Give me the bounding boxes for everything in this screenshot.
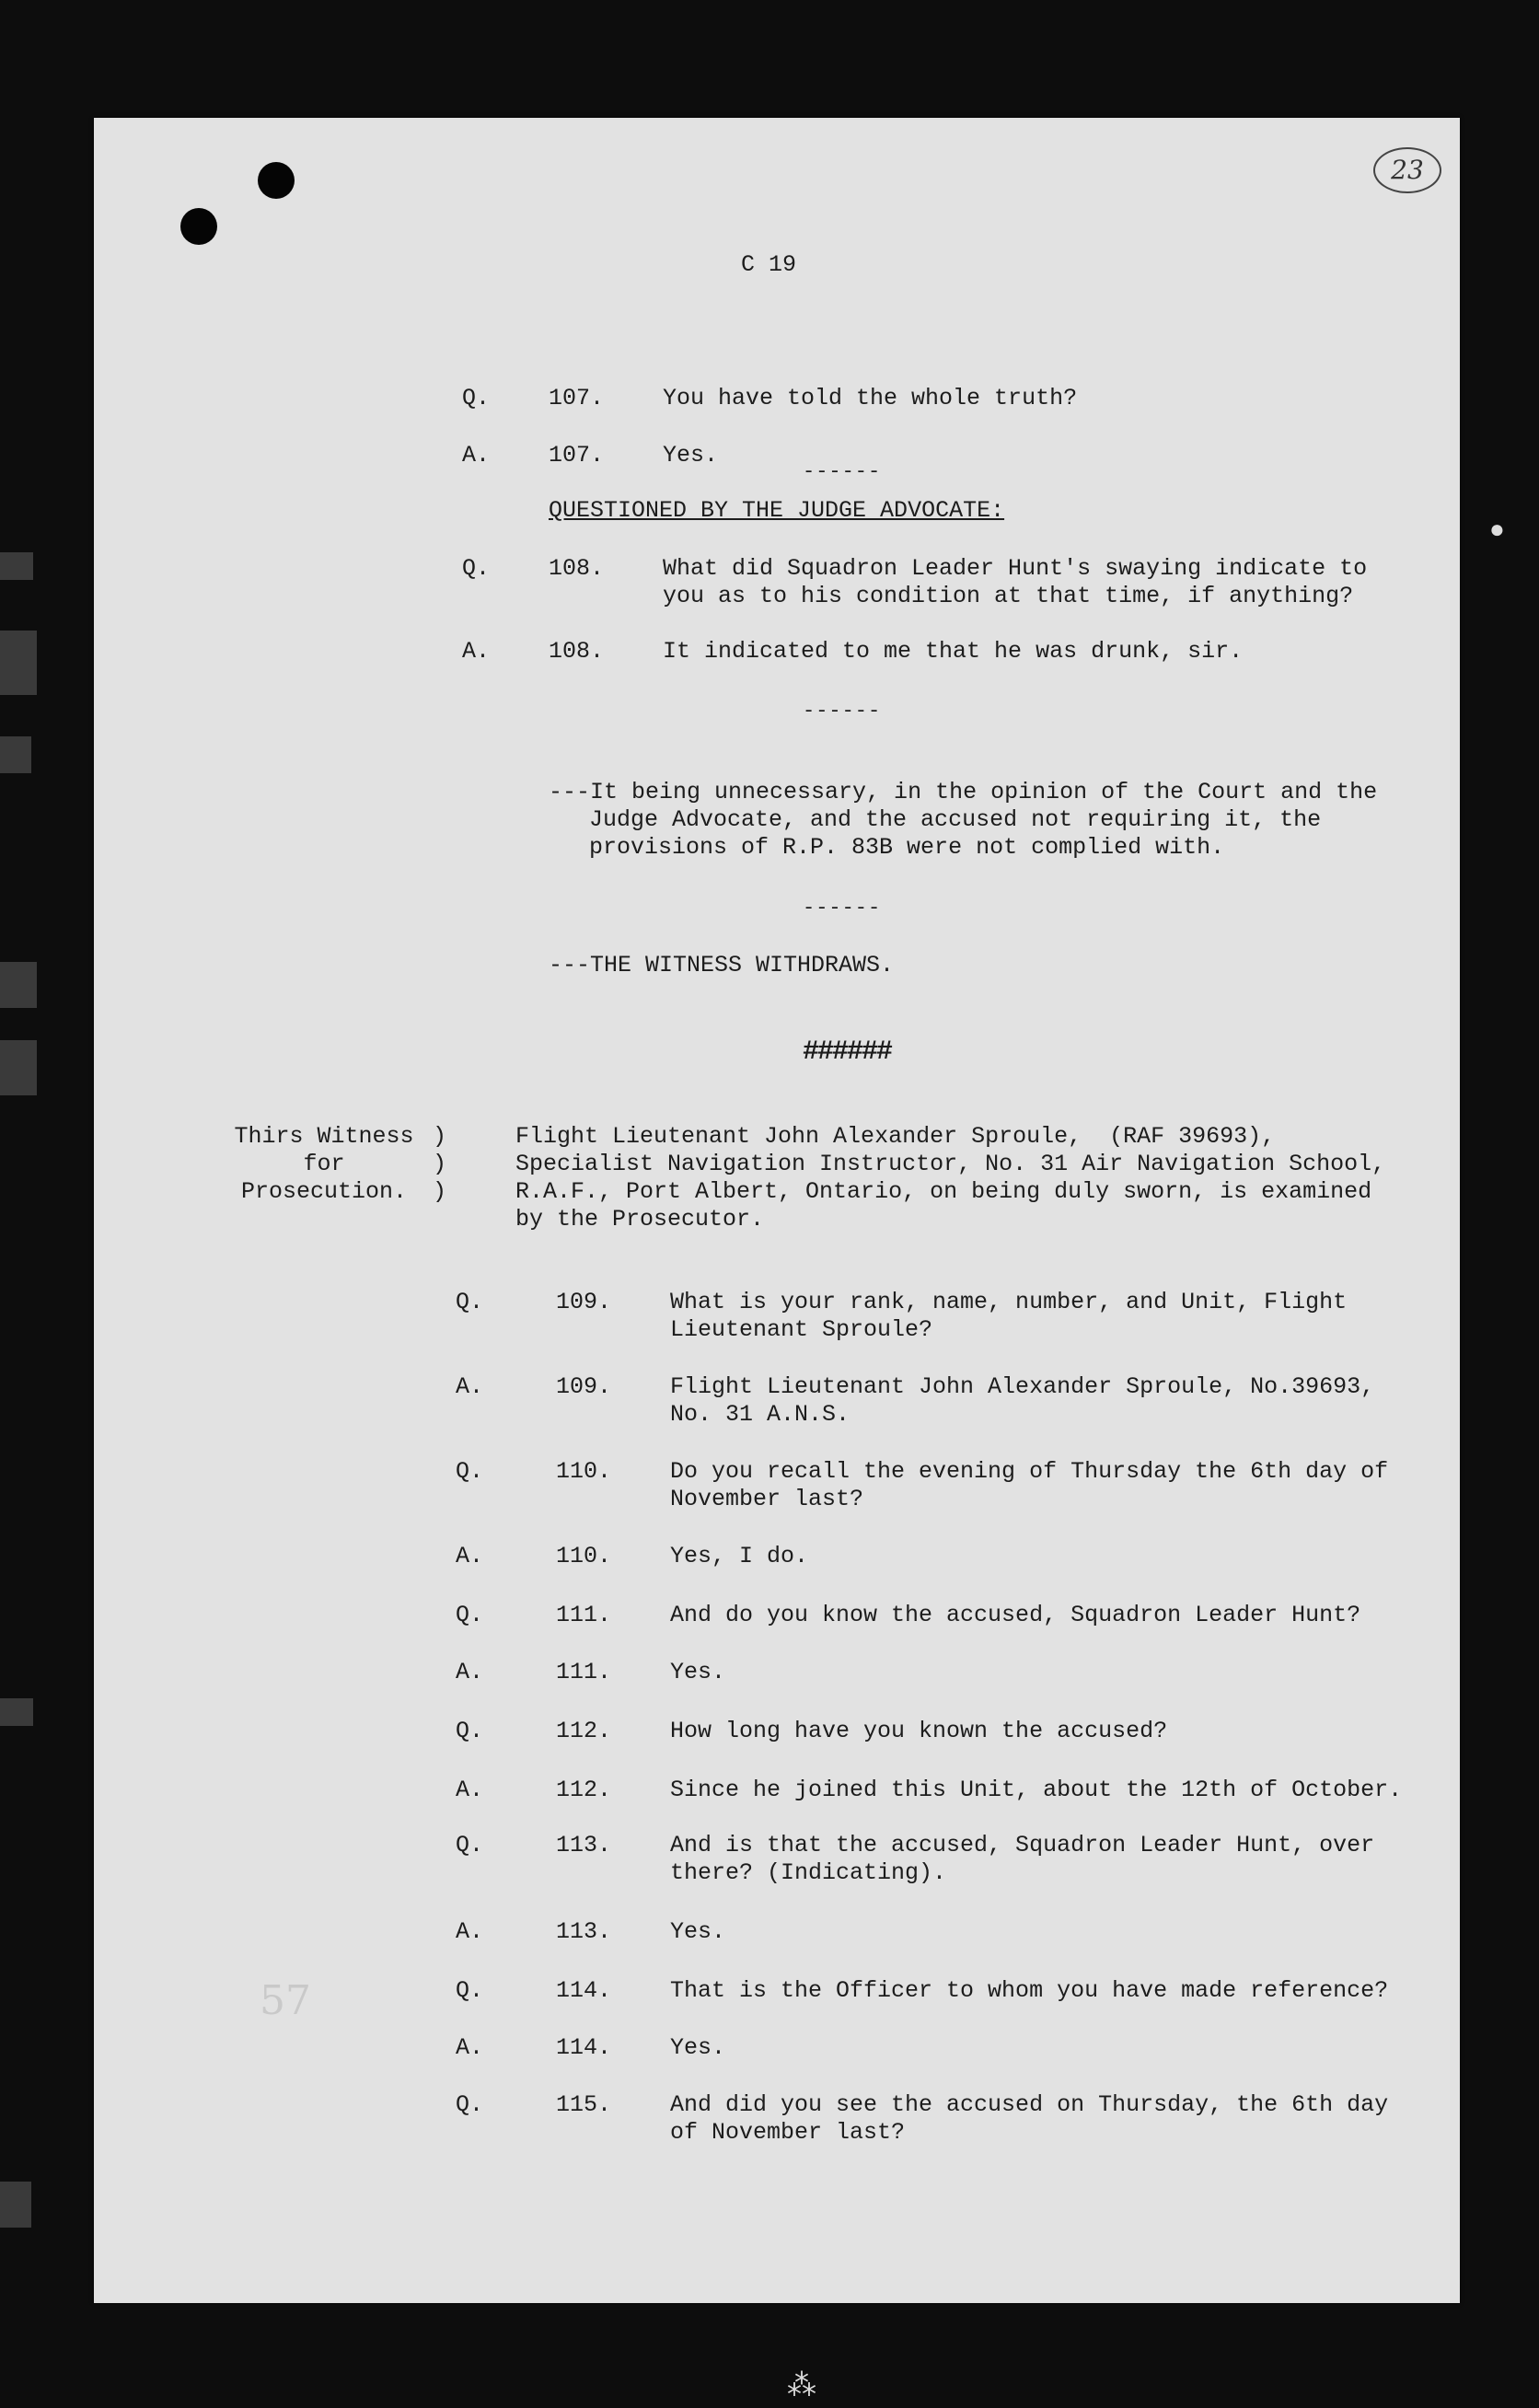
q108-text-line2: you as to his condition at that time, if anything? xyxy=(663,583,1354,609)
scan-edge-mark xyxy=(0,736,31,773)
separator-dashes: ------ xyxy=(803,897,882,920)
a108-number: 108. xyxy=(549,638,605,665)
q107-text: You have told the whole truth? xyxy=(663,385,1078,411)
q107-number: 107. xyxy=(549,385,605,411)
bracket: ) ) ) xyxy=(433,1123,447,1205)
punch-hole xyxy=(258,162,295,199)
qa-number: 109. xyxy=(556,1373,612,1400)
scan-edge-mark xyxy=(0,2182,31,2228)
separator-dashes: ------ xyxy=(803,460,882,483)
witness-label-line1: Thirs Witness xyxy=(234,1123,414,1150)
punch-hole xyxy=(180,208,217,245)
a108-label: A. xyxy=(462,638,491,665)
section-separator-stamp: ###### xyxy=(803,1036,892,1068)
folio-number: 23 xyxy=(1373,147,1441,193)
qa-number: 111. xyxy=(556,1659,612,1685)
qa-number: 114. xyxy=(556,1977,612,2004)
a107-text: Yes. xyxy=(663,442,719,469)
procedure-note-line1: ---It being unnecessary, in the opinion of the Court and the xyxy=(549,779,1378,805)
q108-text-line1: What did Squadron Leader Hunt's swaying indicate to xyxy=(663,555,1368,582)
qa-label: Q. xyxy=(456,1458,484,1485)
witness-label-line3: Prosecution. xyxy=(240,1178,408,1205)
document-page xyxy=(94,118,1460,2303)
qa-label: A. xyxy=(456,1918,484,1945)
qa-number: 114. xyxy=(556,2034,612,2061)
qa-text-line1: Flight Lieutenant John Alexander Sproule, No.39693, xyxy=(670,1373,1375,1400)
a108-text: It indicated to me that he was drunk, sir. xyxy=(663,638,1244,665)
qa-text-line2: No. 31 A.N.S. xyxy=(670,1401,850,1428)
q107-label: Q. xyxy=(462,385,491,411)
scan-edge-mark xyxy=(0,631,37,695)
a107-number: 107. xyxy=(549,442,605,469)
qa-text-line1: Since he joined this Unit, about the 12th of October. xyxy=(670,1777,1403,1803)
qa-text-line1: Yes. xyxy=(670,2034,726,2061)
section-heading: QUESTIONED BY THE JUDGE ADVOCATE: xyxy=(549,497,1005,524)
qa-text-line1: That is the Officer to whom you have made reference? xyxy=(670,1977,1389,2004)
qa-label: Q. xyxy=(456,2091,484,2118)
q108-label: Q. xyxy=(462,555,491,582)
scan-artifact: ● xyxy=(1489,517,1505,546)
qa-text-line1: How long have you known the accused? xyxy=(670,1718,1168,1744)
qa-number: 112. xyxy=(556,1718,612,1744)
qa-label: A. xyxy=(456,1543,484,1569)
qa-label: A. xyxy=(456,1777,484,1803)
qa-text-line1: Yes. xyxy=(670,1659,726,1685)
qa-number: 113. xyxy=(556,1918,612,1945)
witness-intro-line2: Specialist Navigation Instructor, No. 31 Air Navigation School, xyxy=(515,1151,1386,1177)
witness-intro-line1: Flight Lieutenant John Alexander Sproule, (RAF 39693), xyxy=(515,1123,1276,1150)
scan-edge-mark xyxy=(0,1698,33,1726)
qa-number: 110. xyxy=(556,1458,612,1485)
a107-label: A. xyxy=(462,442,491,469)
scan-edge-mark xyxy=(0,962,37,1008)
separator-dashes: ------ xyxy=(803,700,882,723)
scan-edge-mark xyxy=(0,552,33,580)
qa-text-line1: Yes. xyxy=(670,1918,726,1945)
witness-intro-line3: R.A.F., Port Albert, Ontario, on being duly sworn, is examined xyxy=(515,1178,1372,1205)
qa-label: A. xyxy=(456,2034,484,2061)
qa-text-line1: Do you recall the evening of Thursday the 6th day of xyxy=(670,1458,1389,1485)
witness-intro-line4: by the Prosecutor. xyxy=(515,1206,765,1233)
qa-label: Q. xyxy=(456,1977,484,2004)
witness-label xyxy=(223,1123,425,1206)
qa-number: 113. xyxy=(556,1832,612,1858)
qa-label: Q. xyxy=(456,1602,484,1628)
page-header: C 19 xyxy=(741,251,797,278)
scan-edge-mark xyxy=(0,1040,37,1095)
qa-text-line1: Yes, I do. xyxy=(670,1543,809,1569)
qa-label: A. xyxy=(456,1373,484,1400)
qa-label: A. xyxy=(456,1659,484,1685)
qa-number: 109. xyxy=(556,1289,612,1315)
qa-text-line1: And did you see the accused on Thursday, the 6th day xyxy=(670,2091,1389,2118)
qa-number: 115. xyxy=(556,2091,612,2118)
qa-label: Q. xyxy=(456,1718,484,1744)
procedure-note-line2: Judge Advocate, and the accused not requiring it, the xyxy=(589,806,1322,833)
scan-artifact: ⁂ xyxy=(787,2370,816,2404)
procedure-note-line3: provisions of R.P. 83B were not complied with. xyxy=(589,834,1225,861)
qa-text-line2: November last? xyxy=(670,1486,864,1512)
qa-text-line2: of November last? xyxy=(670,2119,906,2146)
qa-text-line1: And is that the accused, Squadron Leader Hunt, over xyxy=(670,1832,1375,1858)
qa-label: Q. xyxy=(456,1289,484,1315)
qa-text-line2: Lieutenant Sproule? xyxy=(670,1316,933,1343)
qa-text-line1: What is your rank, name, number, and Unit, Flight xyxy=(670,1289,1348,1315)
qa-label: Q. xyxy=(456,1832,484,1858)
qa-number: 112. xyxy=(556,1777,612,1803)
qa-number: 111. xyxy=(556,1602,612,1628)
witness-label-line2: for xyxy=(303,1151,345,1177)
witness-withdraws: ---THE WITNESS WITHDRAWS. xyxy=(549,952,895,978)
qa-text-line2: there? (Indicating). xyxy=(670,1859,947,1886)
q108-number: 108. xyxy=(549,555,605,582)
qa-number: 110. xyxy=(556,1543,612,1569)
faint-page-number: 57 xyxy=(260,1977,311,2024)
qa-text-line1: And do you know the accused, Squadron Leader Hunt? xyxy=(670,1602,1361,1628)
